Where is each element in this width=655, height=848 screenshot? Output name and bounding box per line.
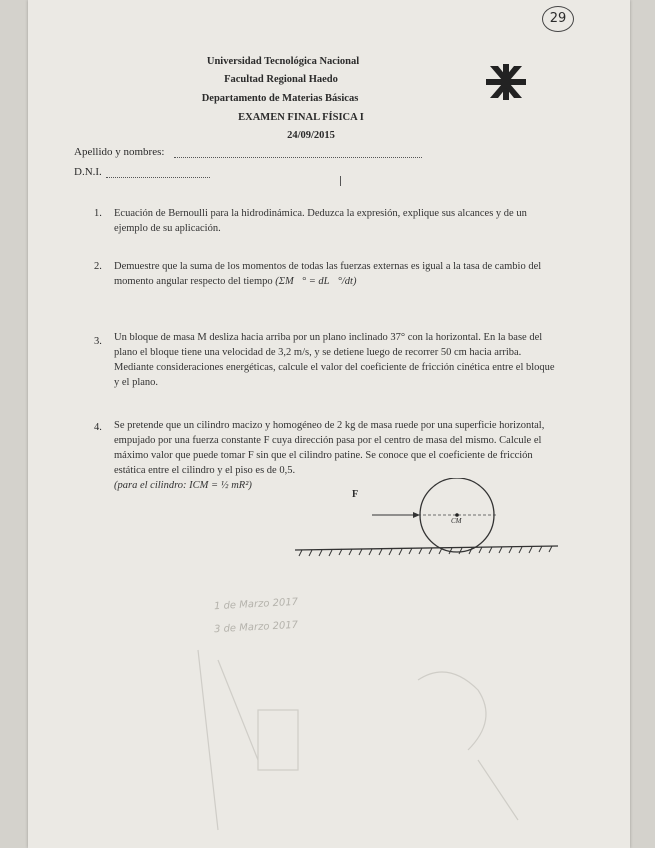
name-label: Apellido y nombres: bbox=[74, 146, 165, 158]
dni-field[interactable] bbox=[106, 168, 210, 178]
faculty-name: Facultad Regional Haedo bbox=[224, 74, 338, 85]
question-2-number: 2. bbox=[94, 261, 102, 272]
question-4-number: 4. bbox=[94, 422, 102, 433]
question-2-body: Demuestre que la suma de los momentos de todas las fuerzas externas es igual a la tasa de cambio del momento angular respecto del tiempo bbox=[114, 261, 542, 287]
university-name: Universidad Tecnológica Nacional bbox=[206, 56, 360, 67]
page-number bbox=[542, 6, 574, 32]
question-1-text: Ecuación de Bernoulli para la hidrodinámica. Deduzca la expresión, explique sus alcances y de un ejemplo de su aplicación. bbox=[114, 208, 527, 234]
utn-logo-icon bbox=[486, 64, 526, 100]
ground-line bbox=[295, 546, 558, 556]
page-number-text: 29 bbox=[549, 11, 567, 26]
exam-page bbox=[28, 0, 630, 848]
question-2-text bbox=[114, 259, 559, 289]
question-1-number: 1. bbox=[94, 208, 102, 219]
question-2-formula: (ΣM⃗° = dL⃗°/dt) bbox=[275, 276, 357, 287]
name-field[interactable] bbox=[174, 148, 422, 158]
exam-title: EXAMEN FINAL FÍSICA I bbox=[238, 112, 364, 123]
question-3-number: 3. bbox=[94, 336, 102, 347]
pen-mark bbox=[340, 176, 341, 186]
show-through-sketch bbox=[178, 640, 558, 840]
cylinder-figure bbox=[290, 478, 560, 568]
dni-label: D.N.I. bbox=[74, 166, 102, 178]
force-arrowhead bbox=[413, 512, 420, 518]
center-label: CM bbox=[451, 517, 462, 525]
question-3-text: Un bloque de masa M desliza hacia arriba por un plano inclinado 37° con la horizontal. En la base del plano el bloque tiene una velocidad de 3,2 m/s, y se detiene luego de recorrer 50 cm hacia arriba. Mediante consideraciones energéticas, calcule el valor del coeficiente de fricción cinética entre el bloque y el plano. bbox=[114, 332, 555, 388]
question-4-formula: (para el cilindro: ICM = ½ mR²) bbox=[114, 480, 252, 491]
department-name: Departamento de Materias Básicas bbox=[201, 93, 359, 104]
question-4-body: Se pretende que un cilindro macizo y homogéneo de 2 kg de masa ruede por una superficie horizontal, empujado por una fuerza constante F cuya dirección pasa por el centro de masa del mismo. Calcule el máximo valor que puede tomar F sin que el cilindro patine. Se conoce que el coeficiente de fricción estática entre el cilindro y el piso es de 0,5. bbox=[114, 420, 545, 476]
exam-date: 24/09/2015 bbox=[287, 130, 335, 141]
force-label: F bbox=[352, 489, 359, 500]
pencil-note-2: 3 de Marzo 2017 bbox=[213, 619, 299, 636]
pencil-note-1: 1 de Marzo 2017 bbox=[213, 596, 299, 613]
